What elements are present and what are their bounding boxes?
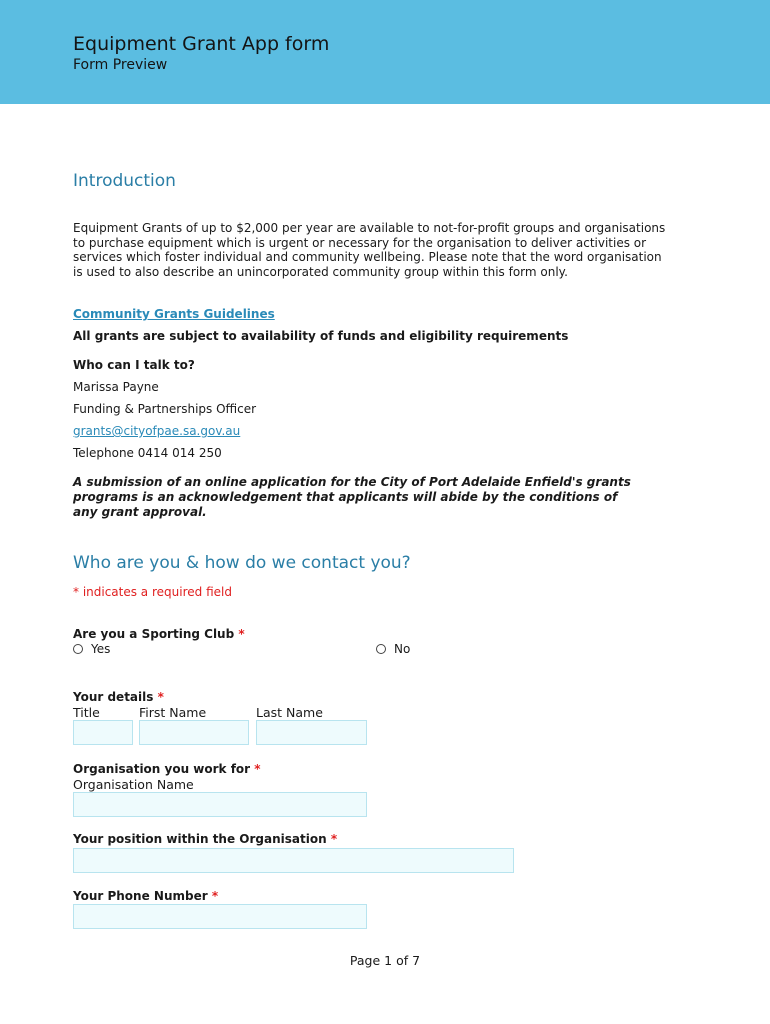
- your-details-label-wrap: [73, 690, 164, 704]
- guidelines-link-wrap: [73, 307, 275, 321]
- contact-role: Funding & Partnerships Officer: [73, 402, 257, 416]
- position-label: Your position within the Organisation: [73, 832, 327, 846]
- your-details-label: Your details: [73, 690, 154, 704]
- last-name-label: Last Name: [256, 705, 323, 720]
- first-name-input[interactable]: [140, 721, 248, 744]
- radio-no-icon[interactable]: [376, 644, 386, 654]
- required-asterisk: *: [254, 762, 261, 776]
- position-field[interactable]: [73, 848, 514, 873]
- sporting-club-label: Are you a Sporting Club: [73, 627, 235, 641]
- contact-email-link[interactable]: grants@cityofpae.sa.gov.au: [73, 424, 241, 438]
- last-name-input[interactable]: [257, 721, 366, 744]
- required-asterisk: *: [211, 889, 219, 903]
- required-field-note: * indicates a required field: [73, 585, 232, 599]
- radio-option-no[interactable]: [376, 642, 410, 656]
- required-asterisk: *: [238, 627, 245, 641]
- acknowledgement-text: A submission of an online application for the City of Port Adelaide Enfield's grants programs is an acknowledgement that applicants will abide by the conditions of any grant approval.: [73, 475, 631, 519]
- form-subtitle: Form Preview: [73, 57, 168, 73]
- contact-heading: Who can I talk to?: [73, 358, 195, 372]
- radio-yes-label: Yes: [91, 642, 111, 656]
- title-label: Title: [73, 705, 100, 720]
- contact-email-wrap: [73, 424, 240, 438]
- page-indicator: Page 1 of 7: [349, 953, 421, 968]
- radio-yes-icon[interactable]: [73, 644, 83, 654]
- organisation-name-field[interactable]: [73, 792, 367, 817]
- phone-label: Your Phone Number: [73, 889, 208, 903]
- organisation-label-wrap: [73, 762, 261, 776]
- form-header: [0, 0, 770, 104]
- required-asterisk: *: [157, 690, 164, 704]
- required-asterisk: *: [330, 832, 338, 846]
- phone-input[interactable]: [74, 905, 366, 928]
- availability-note: All grants are subject to availability of funds and eligibility requirements: [73, 329, 569, 343]
- first-name-field[interactable]: [139, 720, 249, 745]
- title-input[interactable]: [74, 721, 132, 744]
- organisation-label: Organisation you work for: [73, 762, 251, 776]
- introduction-paragraph: Equipment Grants of up to $2,000 per year are available to not-for-profit groups and organisations to purchase equipment which is urgent or necessary for the organisation to deliver activities or services which foster individual and community wellbeing. Please note that the word organisation is used to also describe an unincorporated community group within this form only.: [73, 221, 666, 279]
- contact-phone: Telephone 0414 014 250: [73, 446, 222, 460]
- contact-name: Marissa Payne: [73, 380, 159, 394]
- organisation-name-input[interactable]: [74, 793, 366, 816]
- radio-option-yes[interactable]: [73, 642, 110, 656]
- title-field[interactable]: [73, 720, 133, 745]
- organisation-name-label: Organisation Name: [73, 777, 194, 792]
- position-input[interactable]: [74, 849, 513, 872]
- form-title: Equipment Grant App form: [73, 33, 330, 55]
- phone-label-wrap: [73, 889, 218, 903]
- contact-section-heading: Who are you & how do we contact you?: [73, 553, 411, 573]
- radio-no-label: No: [394, 642, 411, 656]
- sporting-club-label-wrap: [73, 627, 245, 641]
- first-name-label: First Name: [139, 705, 207, 720]
- last-name-field[interactable]: [256, 720, 367, 745]
- phone-field[interactable]: [73, 904, 367, 929]
- position-label-wrap: [73, 832, 337, 846]
- introduction-heading: Introduction: [73, 171, 176, 191]
- community-grants-guidelines-link[interactable]: Community Grants Guidelines: [73, 307, 275, 321]
